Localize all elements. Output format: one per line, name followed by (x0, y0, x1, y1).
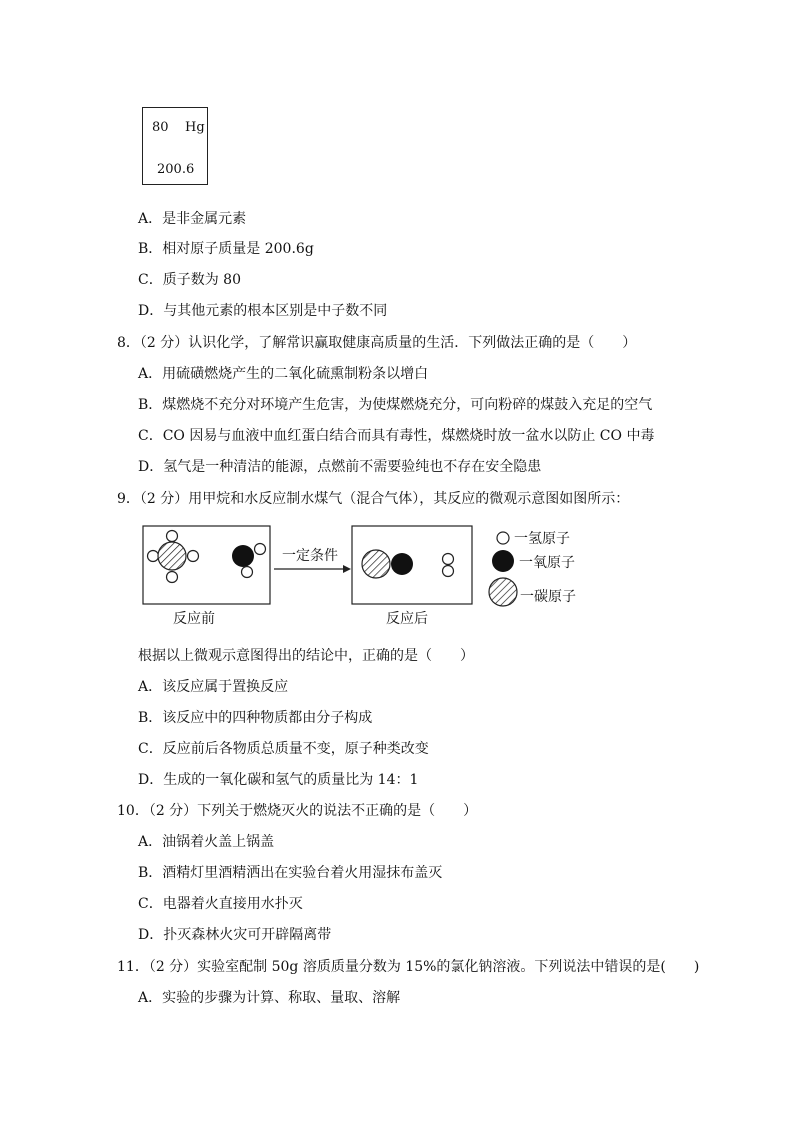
q7-option-d: D．与其他元素的根本区别是中子数不同 (138, 303, 388, 319)
q10-option-a: A．油锅着火盖上锅盖 (138, 834, 275, 850)
hydrogen-atom (443, 554, 454, 565)
q10-stem: 10．（2 分）下列关于燃烧灭火的说法不正确的是（ ） (117, 803, 478, 819)
legend-carbon-icon (489, 578, 517, 606)
q10-option-b: B．酒精灯里酒精洒出在实验台着火用湿抹布盖灭 (138, 865, 443, 881)
q11-stem: 11．（2 分）实验室配制 50g 溶质质量分数为 15%的氯化钠溶液。下列说法中错误的是( ) (117, 959, 700, 975)
water-molecule (232, 544, 266, 578)
hydrogen-atom (242, 567, 253, 578)
legend-oxygen-icon (492, 550, 514, 572)
oxygen-atom (232, 545, 254, 567)
q10-option-c: C．电器着火直接用水扑灭 (138, 896, 303, 912)
q8-option-d: D．氢气是一种清洁的能源，点燃前不需要验纯也不存在安全隐患 (138, 459, 542, 475)
oxygen-atom (391, 553, 413, 575)
hydrogen-atom (167, 572, 178, 583)
hydrogen-atom (255, 544, 266, 555)
q10-option-d: D．扑灭森林火灾可开辟隔离带 (138, 927, 332, 943)
hydrogen-atom (167, 531, 178, 542)
q8-option-a: A．用硫磺燃烧产生的二氧化硫熏制粉条以增白 (138, 366, 429, 382)
q9-option-b: B．该反应中的四种物质都由分子构成 (138, 710, 373, 726)
legend-oxygen: 一氧原子 (519, 555, 575, 571)
hydrogen-molecule (443, 554, 454, 577)
q9-stem2: 根据以上微观示意图得出的结论中，正确的是（ ） (138, 648, 474, 664)
before-label: 反应前 (173, 611, 215, 627)
legend-hydrogen: 一氢原子 (514, 531, 570, 547)
q11-option-a: A．实验的步骤为计算、称取、量取、溶解 (138, 990, 401, 1006)
q7-option-c: C．质子数为 80 (138, 272, 241, 288)
element-card-mercury (142, 107, 208, 185)
carbon-monoxide-molecule (362, 550, 413, 578)
q9-option-c: C．反应前后各物质总质量不变，原子种类改变 (138, 741, 429, 757)
q9-option-a: A．该反应属于置换反应 (138, 679, 289, 695)
q9-stem: 9．（2 分）用甲烷和水反应制水煤气（混合气体），其反应的微观示意图如图所示： (117, 491, 630, 507)
reaction-diagram (140, 520, 600, 632)
methane-molecule (148, 531, 199, 583)
arrow-label: 一定条件 (282, 548, 338, 564)
atomic-mass: 200.6 (157, 162, 195, 177)
q7-option-a: A．是非金属元素 (138, 211, 247, 227)
element-symbol: Hg (185, 120, 205, 135)
hydrogen-atom (148, 551, 159, 562)
q9-option-d: D．生成的一氧化碳和氢气的质量比为 14：1 (138, 772, 419, 788)
carbon-atom (362, 550, 390, 578)
legend-hydrogen-icon (497, 532, 509, 544)
q8-stem: 8．（2 分）认识化学，了解常识赢取健康高质量的生活．下列做法正确的是（ ） (117, 335, 637, 351)
legend-carbon: 一碳原子 (520, 589, 576, 605)
after-label: 反应后 (386, 611, 428, 627)
hydrogen-atom (443, 566, 454, 577)
q7-option-b: B．相对原子质量是 200.6g (138, 241, 314, 257)
carbon-atom (158, 542, 186, 570)
arrow-head (343, 565, 351, 573)
q8-option-c: C．CO 因易与血液中血红蛋白结合而具有毒性，煤燃烧时放一盆水以防止 CO 中毒 (138, 428, 655, 444)
q8-option-b: B．煤燃烧不充分对环境产生危害，为使煤燃烧充分，可向粉碎的煤鼓入充足的空气 (138, 397, 653, 413)
atomic-number: 80 (152, 120, 169, 135)
hydrogen-atom (188, 551, 199, 562)
